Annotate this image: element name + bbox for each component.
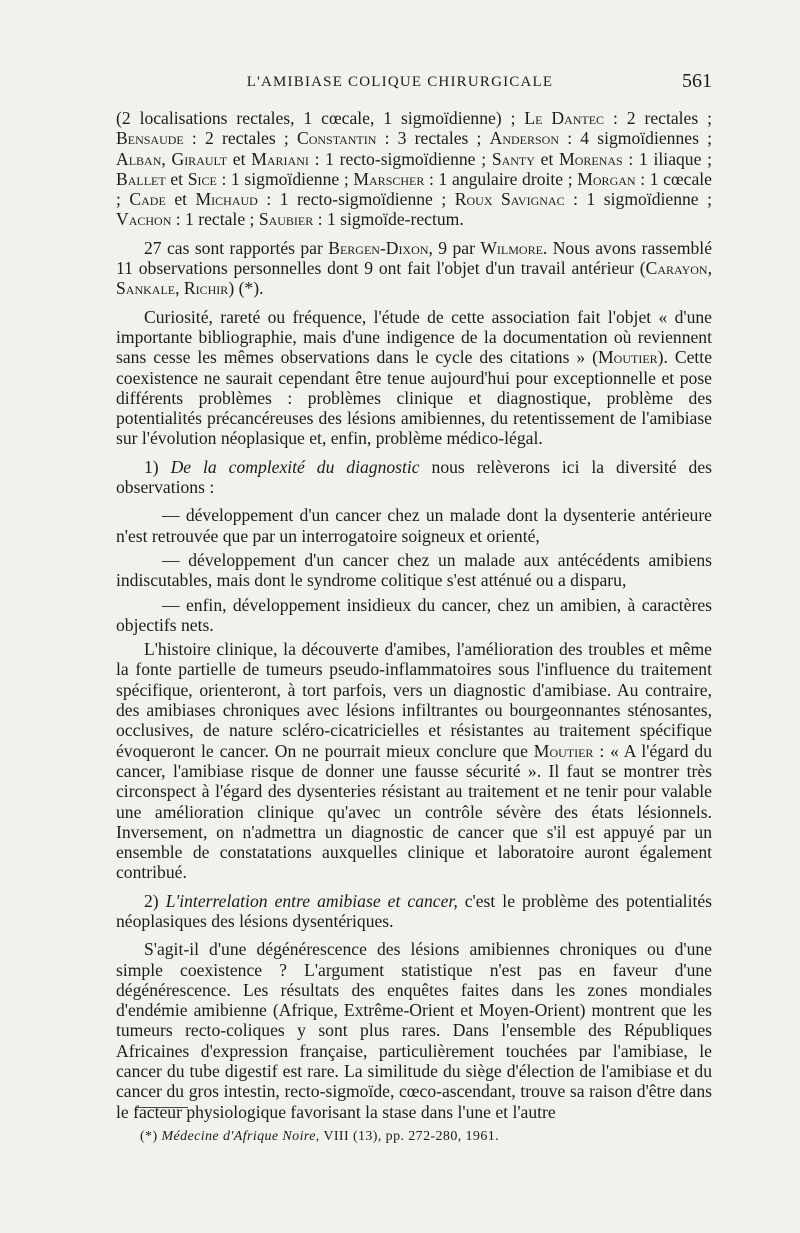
section-interrelation: 2) L'interrelation entre amibiase et cancer, c'est le problème des potentialités néoplasiques des lésions dysentériques.	[116, 890, 712, 931]
paragraph-degeneration: S'agit-il d'une dégénérescence des lésions amibiennes chroniques ou d'une simple coexistence ? L'argument statistique n'est pas en faveur d'une dégénérescence. Les résultats des enquêtes faites dans les zones mondiales d'endémie amibienne (Afrique, Extrême-Orient et Moyen-Orient) montrent que les tumeurs recto-coliques y sont plus rares. Dans l'ensemble des Républiques Africaines d'expression française, particulièrement touchées par l'amibiase, le cancer du tube digestif est rare. La similitude du siège d'élection de l'amibiase et du cancer du gros intestin, recto-sigmoïde, cœco-ascendant, trouve sa raison d'être dans le facteur physiologique favorisant la stase dans l'une et l'autre	[116, 939, 712, 1122]
author-name: Michaud	[195, 189, 258, 210]
author-name: Vachon	[116, 209, 172, 230]
paragraph-bibliography: Curiosité, rareté ou fréquence, l'étude de cette association fait l'objet « d'une importante bibliographie, mais d'une indigence de la documentation où reviennent sans cesse les mêmes observations dans le cycle des citations » (Moutier). Cette coexistence ne saurait cependant être tenue aujourd'hui pour exceptionnelle et pose différents problèmes : problèmes clinique et diagnostique, problème des potentialités précancéreuses des lésions amibiennes, du retentissement de l'amibiase sur l'évolution néoplasique et, enfin, problème médico-légal.	[116, 306, 712, 449]
author-name: Richir	[183, 278, 229, 299]
author-name: Alban	[116, 148, 162, 169]
list-item: — enfin, développement insidieux du cancer, chez un amibien, à caractères objectifs nets.	[116, 594, 712, 635]
author-name: Wilmore	[480, 237, 543, 258]
author-name: Roux Savignac	[454, 189, 565, 210]
page-header	[0, 70, 800, 100]
footnote: (*) Médecine d'Afrique Noire, VIII (13), pp. 272-280, 1961.	[140, 1129, 500, 1144]
list-item: — développement d'un cancer chez un malade dont la dysenterie antérieure n'est retrouvée que par un interrogatoire soigneux et orienté,	[116, 505, 712, 546]
paragraph-case-list: (2 localisations rectales, 1 cœcale, 1 sigmoïdienne) ; Le Dantec : 2 rectales ; Bensaude : 2 rectales ; Constantin : 3 rectales ; Anderson : 4 sigmoïdiennes ; Alban, Girault et Mariani : 1 recto-sigmoïdienne ; Santy et Morenas : 1 iliaque ; Ballet et Sice : 1 sigmoïdienne ; Marscher : 1 angulaire droite ; Morgan : 1 cœcale ; Cade et Michaud : 1 recto-sigmoïdienne ; Roux Savignac : 1 sigmoïdienne ; Vachon : 1 rectale ; Saubier : 1 sigmoïde-rectum.	[116, 108, 713, 230]
author-name: Girault	[171, 148, 228, 169]
footnote-rule	[136, 1107, 188, 1108]
page-number: 561	[682, 70, 712, 92]
author-name: Le Dantec	[524, 108, 605, 128]
author-name: Saubier	[258, 209, 314, 230]
author-name: Anderson	[489, 128, 560, 149]
author-name: Carayon	[645, 258, 708, 279]
section-title: De la complexité du diagnostic	[170, 456, 420, 477]
paragraph-case-counts: 27 cas sont rapportés par Bergen-Dixon, 9 par Wilmore. Nous avons rassemblé 11 observations personnelles dont 9 ont fait l'objet d'un travail antérieur (Carayon, Sankale, Richir) (*).	[116, 237, 712, 299]
author-name: Marscher	[353, 168, 425, 189]
author-name: Morgan	[577, 168, 636, 189]
author-name: Bergen-Dixon	[328, 237, 429, 258]
author-name: Ballet	[116, 168, 166, 189]
author-name: Mariani	[251, 148, 309, 169]
author-name: Moutier	[598, 347, 658, 368]
paragraph-clinical-history: L'histoire clinique, la découverte d'amibes, l'amélioration des troubles et même la fonte partielle de tumeurs pseudo-inflammatoires sous l'influence du traitement spécifique, orienteront, à tort parfois, vers un diagnostic d'amibiase. Au contraire, des amibiases chroniques avec lésions infiltrantes ou bourgeonnantes sténosantes, occlusives, de nature scléro-cicatricielles et résistantes au traitement spécifique évoqueront le cancer. On ne pourrait mieux conclure que Moutier : « A l'égard du cancer, l'amibiase risque de donner une fausse sécurité ». Il faut se montrer très circonspect à l'égard des dysenteries résistant au traitement et ne tenir pour valable une amélioration clinique qu'avec un contrôle sévère des états lésionnels. Inversement, on n'admettra un diagnostic de cancer que s'il est appuyé par un ensemble de constatations auxquelles clinique et laboratoire auront également contribué.	[116, 639, 712, 883]
running-title: L'AMIBIASE COLIQUE CHIRURGICALE	[246, 74, 554, 90]
body-text	[116, 108, 712, 1130]
author-name: Moutier	[533, 740, 594, 761]
author-name: Sice	[187, 168, 217, 189]
list-item: — développement d'un cancer chez un malade aux antécédents amibiens indiscutables, mais dont le syndrome colitique s'est atténué ou a disparu,	[116, 549, 712, 591]
section-diagnostic: 1) De la complexité du diagnostic nous relèverons ici la diversité des observations :	[116, 456, 712, 498]
author-name: Constantin	[296, 128, 377, 149]
section-title: L'interrelation entre amibiase et cancer,	[165, 890, 458, 911]
author-name: Santy	[491, 148, 535, 169]
author-name: Cade	[129, 189, 166, 210]
author-name: Sankale	[116, 278, 176, 299]
author-name: Bensaude	[116, 128, 184, 149]
author-name: Morenas	[559, 148, 623, 169]
journal-title: Médecine d'Afrique Noire,	[161, 1129, 320, 1144]
